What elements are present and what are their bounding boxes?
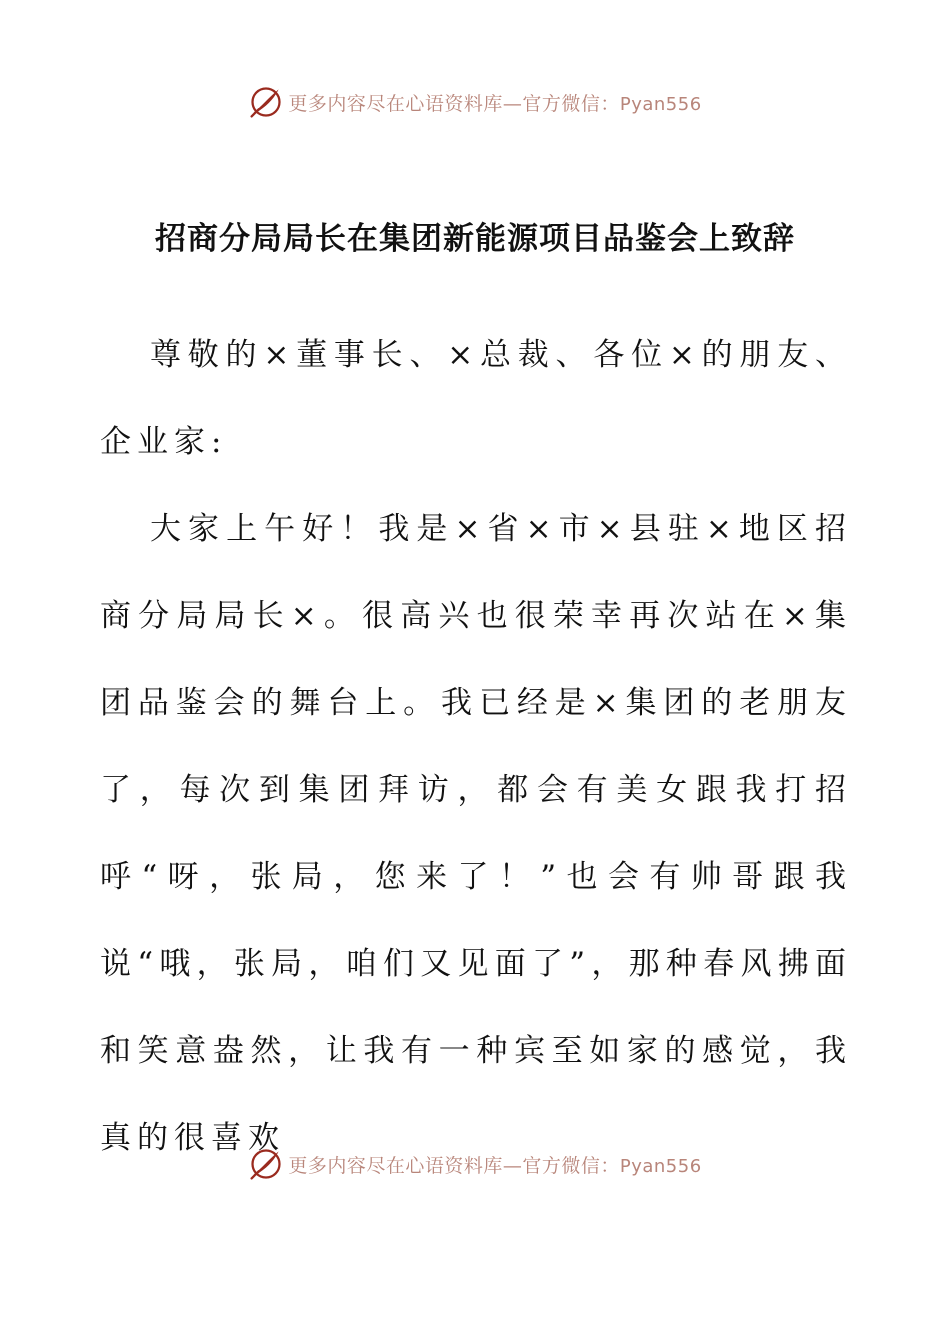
watermark-content bbox=[248, 84, 701, 120]
feather-pen-icon bbox=[248, 1146, 284, 1182]
watermark-suffix: 官方微信： bbox=[522, 92, 620, 115]
watermark-dash: — bbox=[502, 1154, 523, 1177]
watermark-wechat-id: Pyan556 bbox=[619, 93, 702, 115]
watermark-prefix: 更多内容尽在心语资料库 bbox=[288, 1154, 503, 1177]
watermark-text bbox=[288, 89, 701, 116]
watermark-banner-bottom bbox=[0, 1144, 950, 1184]
watermark-wechat-id: Pyan556 bbox=[619, 1155, 702, 1177]
feather-pen-icon bbox=[248, 84, 284, 120]
document-title: 招商分局局长在集团新能源项目品鉴会上致辞 bbox=[155, 221, 795, 257]
paragraph-body: 大家上午好！我是×省×市×县驻×地区招商分局局长×。很高兴也很荣幸再次站在×集团品鉴会的舞台上。我已经是×集团的老朋友了，每次到集团拜访，都会有美女跟我打招呼“呀，张局，您来了！”也会有帅哥跟我说“哦，张局，咱们又见面了”，那种春风拂面和笑意盎然，让我有一种宾至如家的感觉，我真的很喜欢 bbox=[100, 511, 852, 1156]
watermark-prefix: 更多内容尽在心语资料库 bbox=[288, 92, 503, 115]
document-body bbox=[100, 312, 852, 1182]
watermark-banner-top bbox=[0, 82, 950, 122]
watermark-text bbox=[288, 1151, 701, 1178]
watermark-suffix: 官方微信： bbox=[522, 1154, 620, 1177]
watermark-dash: — bbox=[502, 92, 523, 115]
watermark-content bbox=[248, 1146, 701, 1182]
paragraph-salutation: 尊敬的×董事长、×总裁、各位×的朋友、企业家: bbox=[100, 337, 852, 460]
